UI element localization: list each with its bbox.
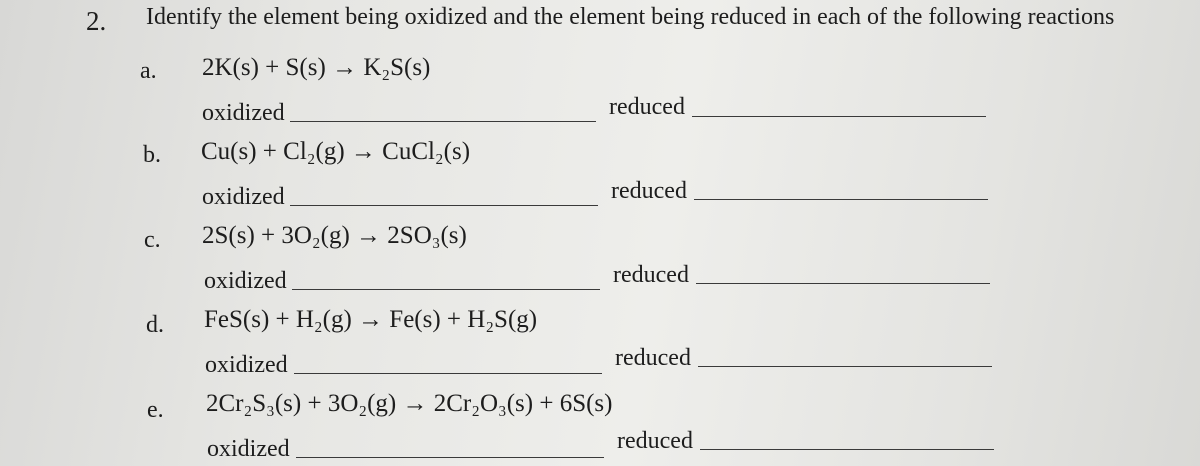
reaction-d-oxidized-blank[interactable] — [294, 373, 602, 374]
reaction-b-oxidized-label: oxidized — [202, 184, 285, 210]
question-prompt: Identify the element being oxidized and the element being reduced in each of the following reactions — [146, 4, 1115, 30]
reaction-a-equation: 2K(s) + S(s) → K₂S(s) — [202, 54, 431, 81]
reaction-c-letter: c. — [144, 227, 161, 253]
reaction-b-reduced-blank[interactable] — [694, 199, 988, 200]
reaction-b-oxidized-blank[interactable] — [290, 205, 598, 206]
reaction-d-reduced-label: reduced — [615, 345, 691, 371]
reaction-c-reduced-label: reduced — [613, 262, 689, 288]
reaction-d-equation: FeS(s) + H₂(g) → Fe(s) + H₂S(g) — [204, 306, 538, 333]
reaction-d-oxidized-label: oxidized — [205, 352, 288, 378]
reaction-c-reduced-blank[interactable] — [696, 283, 990, 284]
reaction-e-reduced-label: reduced — [617, 428, 693, 454]
reaction-b-letter: b. — [143, 142, 161, 168]
reaction-b-equation: Cu(s) + Cl₂(g) → CuCl₂(s) — [201, 138, 471, 165]
question-number: 2. — [86, 6, 107, 36]
reaction-d-reduced-blank[interactable] — [698, 366, 992, 367]
reaction-e-letter: e. — [147, 397, 164, 423]
reaction-a-oxidized-label: oxidized — [202, 100, 285, 126]
reaction-c-oxidized-label: oxidized — [204, 268, 287, 294]
reaction-c-oxidized-blank[interactable] — [292, 289, 600, 290]
reaction-e-oxidized-blank[interactable] — [296, 457, 604, 458]
reaction-d-letter: d. — [146, 312, 164, 338]
reaction-a-oxidized-blank[interactable] — [290, 121, 596, 122]
reaction-a-reduced-label: reduced — [609, 94, 685, 120]
reaction-a-reduced-blank[interactable] — [692, 116, 986, 117]
reaction-a-letter: a. — [140, 58, 157, 84]
reaction-e-oxidized-label: oxidized — [207, 436, 290, 462]
reaction-e-equation: 2Cr₂S₃(s) + 3O₂(g) → 2Cr₂O₃(s) + 6S(s) — [206, 390, 613, 417]
reaction-e-reduced-blank[interactable] — [700, 449, 994, 450]
reaction-c-equation: 2S(s) + 3O₂(g) → 2SO₃(s) — [202, 222, 467, 249]
reaction-b-reduced-label: reduced — [611, 178, 687, 204]
